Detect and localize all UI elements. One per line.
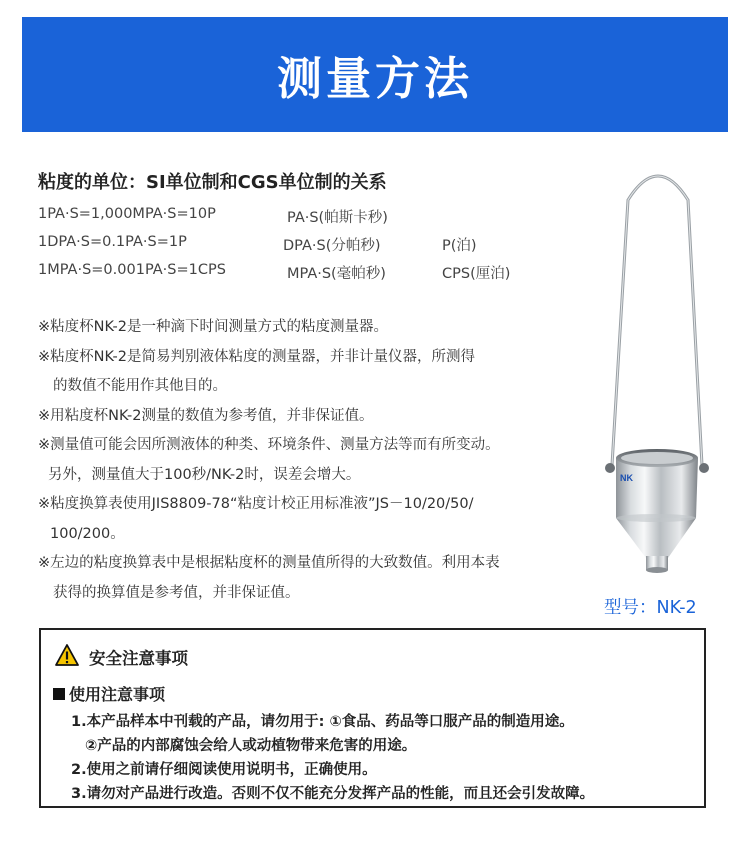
note-line: 的数值不能用作其他目的。 [53,378,227,394]
note-line: ※左边的粘度换算表中是根据粘度杯的测量值所得的大致数值。利用本表 [38,555,500,571]
unit-cgs: P(泊) [442,238,477,254]
title-banner [22,17,728,132]
note-item [38,402,598,432]
safety-notice-box [39,628,706,808]
usage-heading: 使用注意事项 [69,685,166,704]
note-line: 100/200。 [50,525,125,542]
unit-si: PA·S(帕斯卡秒) [287,210,388,226]
warning-triangle-icon [55,644,79,670]
usage-item: 3.请勿对产品进行改造。否则不仅不能充分发挥产品的性能，而且还会引发故障。 [71,786,595,802]
model-label: 型号：NK-2 [604,598,697,618]
unit-cgs: CPS(厘泊) [442,266,511,282]
unit-formula: 1PA·S=1,000MPA·S=10P [38,206,216,222]
usage-item: ②产品的内部腐蚀会给人或动植物带来危害的用途。 [85,738,417,754]
usage-list [71,710,594,806]
note-line: ※粘度换算表使用JIS8809-78“粘度计校正用标准液”JS－10/20/50/ [38,496,474,512]
unit-si: MPA·S(毫帕秒) [287,266,386,282]
note-item [38,490,598,549]
safety-heading-row [55,644,188,670]
note-line: ※粘度杯NK-2是一种滴下时间测量方式的粘度测量器。 [38,319,388,335]
safety-heading: 安全注意事项 [89,649,188,668]
square-bullet-icon [53,688,65,700]
page-title: 测量方法 [276,52,473,105]
usage-item: 1.本产品样本中刊载的产品，请勿用于: ①食品、药品等口服产品的制造用途。 [71,714,574,730]
note-item [38,343,598,402]
usage-heading-row [53,682,165,705]
units-heading: 粘度的单位：SI单位制和CGS单位制的关系 [38,172,387,193]
note-line: ※用粘度杯NK-2测量的数值为参考值，并非保证值。 [38,407,374,424]
usage-item: 2.使用之前请仔细阅读使用说明书，正确使用。 [71,762,377,778]
notes-list [38,313,598,608]
cup-logo: NK [620,473,633,483]
note-line: 获得的换算值是参考值，并非保证值。 [53,584,300,601]
note-line: 另外，测量值大于100秒/NK-2时，误差会增大。 [48,466,361,483]
unit-formula: 1MPA·S=0.001PA·S=1CPS [38,262,226,278]
note-item [38,549,598,608]
note-line: ※测量值可能会因所测液体的种类、环境条件、测量方法等而有所变动。 [38,437,500,453]
viscosity-cup-image [598,170,718,590]
note-line: ※粘度杯NK-2是简易判别液体粘度的测量器，并非计量仪器，所测得 [38,348,475,365]
note-item [38,431,598,490]
unit-si: DPA·S(分帕秒) [283,238,381,254]
unit-formula: 1DPA·S=0.1PA·S=1P [38,234,187,250]
note-item [38,313,598,343]
